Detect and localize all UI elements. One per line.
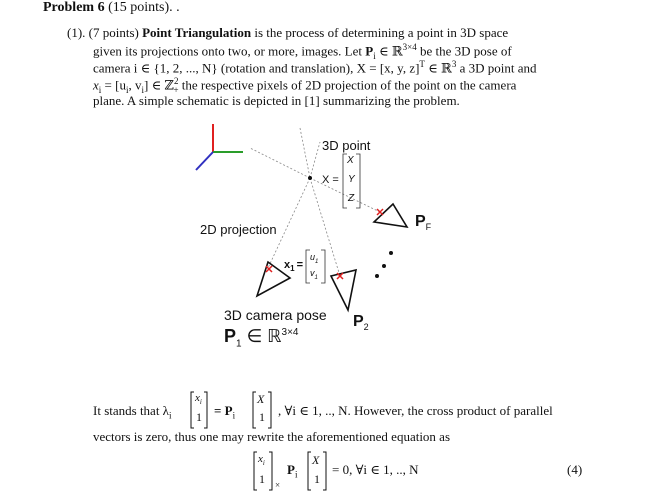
X-entry-X: X — [347, 155, 354, 166]
statement-eq-P: = $P_i$ — [214, 403, 236, 421]
intro-line-5: plane. A simple schematic is depicted in [1] summarizing the problem. — [93, 93, 460, 108]
3d-point-dot — [308, 176, 312, 180]
camera-PF-triangle — [374, 204, 407, 227]
3d-camera-pose-label: 3D camera pose — [224, 307, 327, 323]
statement-vec1-x: $x_i$ — [195, 392, 202, 407]
X-equals-label: X = — [322, 174, 339, 186]
equation-P: $P_i$ — [287, 462, 298, 480]
P1-pose-label: $P_1$ ∈ ℝ$^{3\times 4}$ — [224, 326, 299, 350]
x1-label: $x_1$ = — [284, 259, 304, 274]
equation-vec1-one: 1 — [259, 472, 265, 486]
camera-P2-triangle — [331, 270, 356, 310]
X-entry-Y: Y — [348, 174, 355, 185]
statement-vec1-one: 1 — [196, 410, 202, 424]
camera-PF-label: $P_F$ — [415, 213, 432, 233]
intro-line-3: camera i ∈ {1, 2, ..., N} (rotation and translation), X = [x, y, z]$^T$ ∈ ℝ$^3$ a 3D point and — [93, 59, 537, 76]
statement-vec2-one: 1 — [259, 410, 265, 424]
equation-number: (4) — [567, 462, 583, 477]
intro-line-2: given its projections onto two, or more, images. Let $P_i$ ∈ ℝ$^{3\times 4}$ be the 3D pose of — [93, 42, 512, 61]
axis-z-blue — [196, 152, 213, 170]
camera-P2-label: $P_2$ — [353, 313, 369, 333]
equation-tail: = 0, ∀i ∈ 1, .., N — [332, 462, 419, 477]
equation-cross-sub: × — [275, 480, 281, 490]
X-entry-Z: Z — [348, 193, 355, 204]
statement-vec2-X: X — [257, 392, 265, 406]
3d-point-label: 3D point — [322, 138, 371, 153]
statement-tail: , ∀i ∈ 1, .., N. However, the cross product of parallel — [278, 403, 553, 418]
x1-entry-u: $u_1$ — [310, 252, 319, 265]
statement-lead: It stands that $\lambda_i$ — [93, 403, 172, 421]
equation-vec2-X: X — [312, 453, 320, 467]
equation-vec1-x: $x_i$ — [258, 453, 265, 468]
intro-line-4: $x_i = [u_i$, $v_i$] ∈ ℤ$^2_+$ the respective pixels of 2D projection of the point on the camera — [93, 76, 517, 95]
equation-vec2-one: 1 — [314, 472, 320, 486]
2d-projection-label: 2D projection — [200, 222, 277, 237]
statement-line-2: vectors is zero, thus one may rewrite the aforementioned equation as — [93, 429, 451, 444]
more-cameras-dots — [375, 251, 393, 278]
x1-entry-v: $v_1$ — [310, 268, 318, 281]
intro-line-1: (1). (7 points) Point Triangulation is the process of determining a point in 3D space — [67, 25, 509, 40]
problem-title: Problem 6 (15 points). . — [43, 0, 180, 15]
